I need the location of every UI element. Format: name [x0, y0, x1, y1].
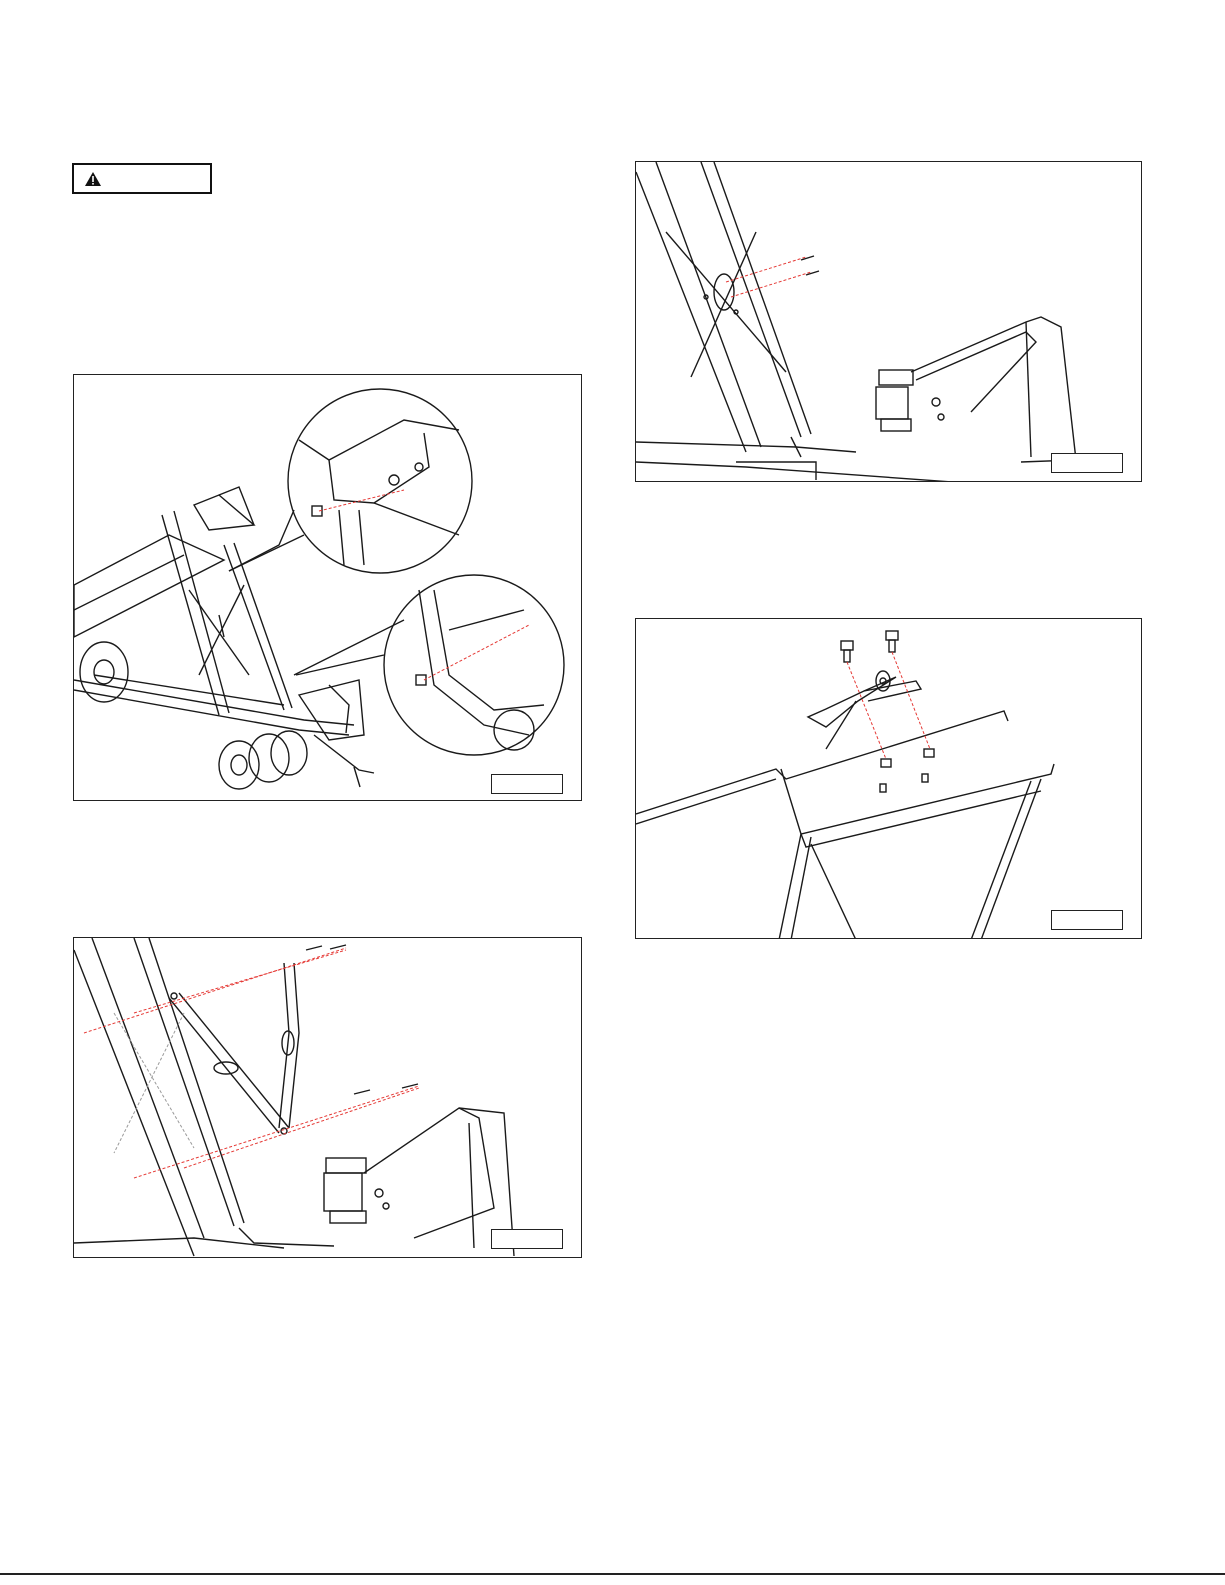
warning-triangle-icon [84, 171, 102, 187]
figure-conveyor-overview [73, 374, 582, 801]
brace-installation-drawing [74, 938, 582, 1258]
warning-label-box [72, 163, 212, 194]
figure-tag [1051, 910, 1123, 930]
brace-bolts-drawing [636, 162, 1142, 482]
hopper-bracket-drawing [636, 619, 1142, 939]
figure-brace-installation [73, 937, 582, 1258]
figure-brace-bolts [635, 161, 1142, 482]
figure-tag [491, 1229, 563, 1249]
figure-tag [1051, 453, 1123, 473]
figure-tag [491, 774, 563, 794]
conveyor-overview-drawing [74, 375, 582, 801]
page-bottom-rule [0, 1573, 1225, 1575]
figure-hopper-bracket [635, 618, 1142, 939]
